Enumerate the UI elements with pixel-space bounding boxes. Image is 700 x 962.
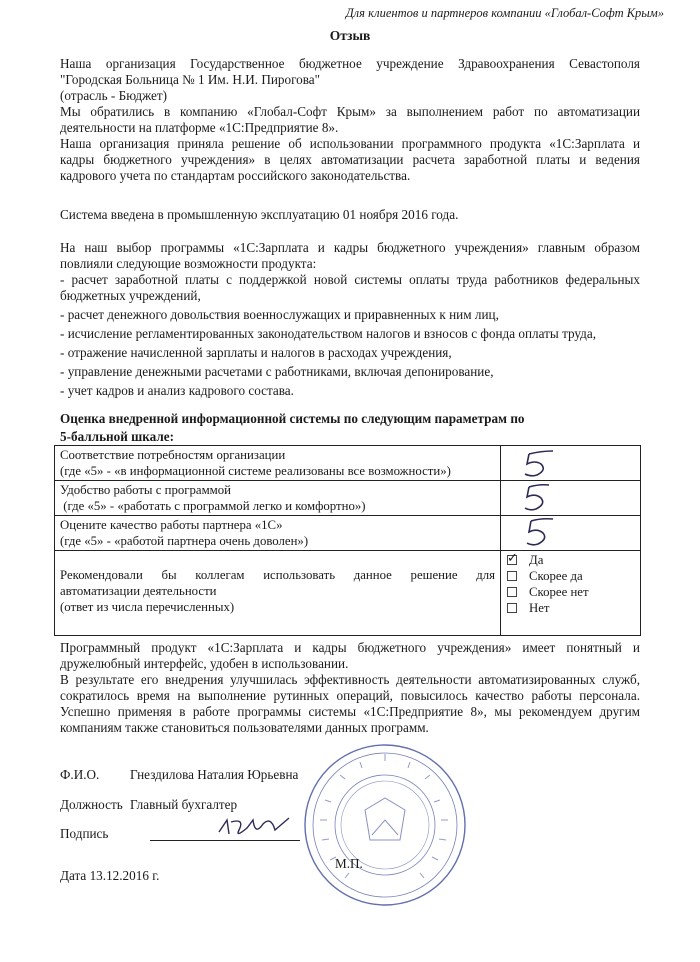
document-title: Отзыв: [329, 28, 371, 43]
position-row: [60, 797, 238, 813]
table-row: [55, 446, 641, 481]
intro-line: Наша организация приняла решение об использовании программного продукта «1С:Зарплата и: [60, 136, 640, 151]
question-cell: [55, 481, 501, 516]
table-row: [55, 481, 641, 516]
option-label: Нет: [529, 601, 550, 615]
question-cell: [55, 551, 501, 636]
score-cell: [501, 516, 641, 551]
evaluation-title-line: 5-балльной шкале:: [60, 429, 175, 444]
checkbox[interactable]: [507, 571, 517, 581]
checkbox[interactable]: [507, 603, 517, 613]
question-text: Оцените качество работы партнера «1С»: [60, 518, 283, 532]
table-row: [55, 551, 641, 636]
intro-line: (отрасль - Бюджет): [60, 88, 168, 103]
option-yes[interactable]: [507, 552, 635, 568]
conclusion-line: Успешно применяя в работе программы системы «1С:Предприятие 8», мы рекомендуем другим: [60, 704, 640, 719]
intro-line: "Городская Больница № 1 Им. Н.И. Пирогова": [60, 72, 321, 87]
score-cell: [501, 446, 641, 481]
mp-label: М.П.: [335, 856, 363, 871]
feature-item: - отражение начисленной зарплаты и налогов в расходах учреждения,: [60, 345, 452, 360]
seal-stamp: [300, 740, 470, 910]
option-no[interactable]: [507, 600, 635, 616]
handwritten-score-five: [501, 481, 651, 515]
sign-row: [60, 826, 108, 842]
conclusion-line: Программный продукт «1С:Зарплата и кадры бюджетного учреждения» имеет понятный и: [60, 640, 640, 655]
option-label: Скорее нет: [529, 585, 589, 599]
question-text: автоматизации деятельности: [60, 584, 217, 598]
handwritten-score-five: [501, 516, 651, 550]
conclusion-line: дружелюбный интерфейс, удобен в использовании.: [60, 656, 349, 671]
position-value: Главный бухгалтер: [130, 797, 238, 812]
launch-text: [60, 207, 640, 223]
question-text: Удобство работы с программой: [60, 483, 232, 497]
answer-options: [501, 551, 641, 636]
checkbox[interactable]: [507, 587, 517, 597]
feature-item: - управление денежными расчетами с работниками, включая депонирование,: [60, 364, 494, 379]
launch-line: Система введена в промышленную эксплуатацию 01 ноября 2016 года.: [60, 207, 459, 222]
question-text: Соответствие потребностям организации: [60, 448, 286, 462]
question-cell: [55, 516, 501, 551]
question-note: (ответ из числа перечисленных): [60, 600, 235, 614]
table-row: [55, 516, 641, 551]
choice-line: На наш выбор программы «1С:Зарплата и кадры бюджетного учреждения» главным образом: [60, 240, 640, 255]
intro-block: [60, 56, 640, 184]
evaluation-title-line: Оценка внедренной информационной системы по следующим параметрам по: [60, 411, 525, 426]
sign-label: Подпись: [60, 826, 109, 841]
question-note: (где «5» - «работать с программой легко и комфортно»): [60, 499, 366, 513]
fio-row: [60, 767, 299, 783]
option-label: Скорее да: [529, 569, 583, 583]
fio-value: Гнездилова Наталия Юрьевна: [130, 767, 299, 782]
date-text: Дата 13.12.2016 г.: [60, 868, 160, 883]
fio-label: Ф.И.О.: [60, 767, 100, 782]
option-rather-yes[interactable]: [507, 568, 635, 584]
handwritten-score-five: [501, 446, 651, 480]
intro-line: Мы обратились в компанию «Глобал-Софт Крым» за выполнением работ по автоматизации: [60, 104, 640, 119]
question-text: Рекомендовали бы коллегам использовать данное решение для: [60, 568, 495, 582]
feature-item: - исчисление регламентированных законодательством налогов и взносов с фонда оплаты труда,: [60, 326, 597, 341]
evaluation-title: [60, 410, 525, 446]
checkbox-checked[interactable]: [507, 550, 518, 565]
question-cell: [55, 446, 501, 481]
question-note: (где «5» - «в информационной системе реализованы все возможности»): [60, 464, 451, 478]
conclusion-block: [60, 640, 640, 736]
feature-item: - расчет заработной платы с поддержкой новой системы оплаты труда работников федеральных: [60, 272, 640, 287]
conclusion-line: В результате его внедрения улучшилась эффективность деятельности автоматизированных служб,: [60, 672, 640, 687]
conclusion-line: компаниям также становиться пользователями данных программ.: [60, 720, 429, 735]
option-rather-no[interactable]: [507, 584, 635, 600]
choice-block: [60, 240, 640, 399]
header-note: Для клиентов и партнеров компании «Глобал-Софт Крым»: [345, 6, 664, 20]
position-label: Должность: [60, 797, 123, 812]
intro-line: деятельности на платформе «1С:Предприятие 8».: [60, 120, 339, 135]
feature-item: - учет кадров и анализ кадрового состава.: [60, 383, 294, 398]
feature-item: - расчет денежного довольствия военнослужащих и приравненных к ним лиц,: [60, 307, 499, 322]
choice-line: повлияли следующие возможности продукта:: [60, 256, 317, 271]
evaluation-table: [54, 445, 641, 636]
intro-line: кадры бюджетного учреждения» в целях автоматизации расчета заработной платы и ведения: [60, 152, 640, 167]
option-label: Да: [529, 553, 544, 567]
feature-item: бюджетных учреждений,: [60, 288, 201, 303]
question-note: (где «5» - «работой партнера очень доволен»): [60, 534, 309, 548]
checkmark-icon: ✓: [507, 550, 518, 565]
score-cell: [501, 481, 641, 516]
intro-line: Наша организация Государственное бюджетное учреждение Здравоохранения Севастополя: [60, 56, 640, 71]
intro-line: кадрового учета по стандартам российского законодательства.: [60, 168, 411, 183]
conclusion-line: сократилось время на выполнение рутинных операций, повысилось качество работы персонала.: [60, 688, 640, 703]
handwritten-signature: [215, 810, 305, 846]
